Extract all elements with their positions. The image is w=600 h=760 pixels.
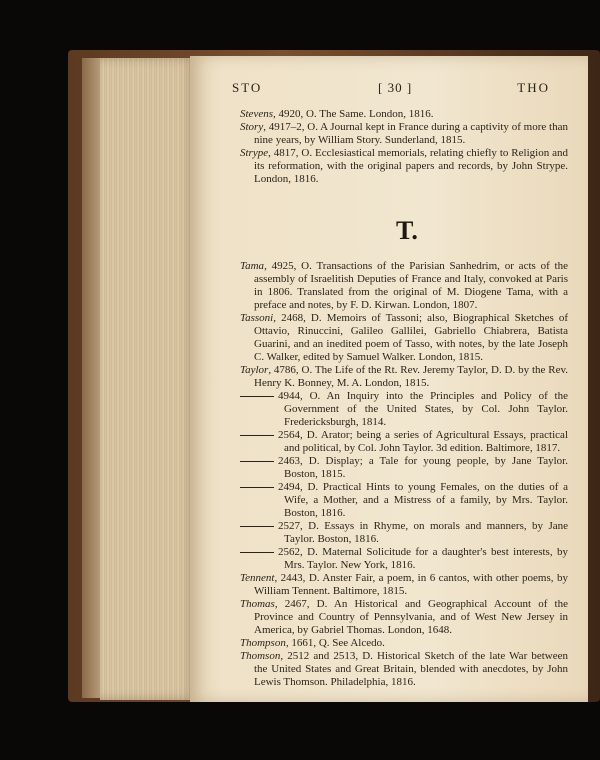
entry: Thomson, 2512 and 2513, D. Historical Sketch of the late War between the United States and Great Britain, blended with anecdotes, by John Lewis Thomson. Philadelphia, 1816. bbox=[240, 650, 568, 688]
section-letter: T. bbox=[396, 216, 418, 245]
entry: Tassoni, 2468, D. Memoirs of Tassoni; also, Biographical Sketches of Ottavio, Rinuccini, Galileo Gallilei, Gabriello Chiabrera, Batista Guarini, and an inedited poem of Tasso, with notes, by the late Joseph C. Walker, edited by Samuel Walker. London, 1815. bbox=[240, 312, 568, 363]
entry: 2527, D. Essays in Rhyme, on morals and manners, by Jane Taylor. Boston, 1816. bbox=[240, 520, 568, 546]
entry: 4944, O. An Inquiry into the Principles and Policy of the Government of the United States, by Col. John Taylor. Fredericksburgh, 1814. bbox=[240, 390, 568, 429]
entry: Thomas, 2467, D. An Historical and Geographical Account of the Province and Country of Pennsylvania, and of West New Jersey in America, by Gabriel Thomas. London, 1648. bbox=[240, 598, 568, 636]
page-stack bbox=[100, 58, 196, 700]
entry: Story, 4917–2, O. A Journal kept in France during a captivity of more than nine years, by William Story. Sunderland, 1815. bbox=[240, 121, 568, 146]
entry: 2494, D. Practical Hints to young Females, on the duties of a Wife, a Mother, and a Mistress of a family, by Mrs. Taylor. Boston, 1816. bbox=[240, 481, 568, 520]
page-number: [ 30 ] bbox=[378, 80, 413, 95]
entry: 2463, D. Display; a Tale for young people, by Jane Taylor. Boston, 1815. bbox=[240, 455, 568, 481]
entry: Tennent, 2443, D. Anster Fair, a poem, in 6 cantos, with other poems, by William Tennent. Baltimore, 1815. bbox=[240, 572, 568, 597]
entry: Tama, 4925, O. Transactions of the Parisian Sanhedrim, or acts of the assembly of Israelitish Deputies of France and Italy, convoked at Paris in 1806. Translated from the original of M. Diogene Tama, with a preface and notes, by F. D. Kirwan. London, 1807. bbox=[240, 260, 568, 311]
entry: 2564, D. Arator; being a series of Agricultural Essays, practical and political, by Col. John Taylor. 3d edition. Baltimore, 1817. bbox=[240, 429, 568, 455]
entry: 2562, D. Maternal Solicitude for a daughter's best interests, by Mrs. Taylor. New York, 1816. bbox=[240, 546, 568, 572]
entry: Taylor, 4786, O. The Life of the Rt. Rev. Jeremy Taylor, D. D. by the Rev. Henry K. Bonney, M. A. London, 1815. bbox=[240, 364, 568, 389]
ditto-dash bbox=[240, 435, 274, 436]
running-head-left: STO bbox=[232, 80, 263, 95]
ditto-dash bbox=[240, 526, 274, 527]
ditto-dash bbox=[240, 461, 274, 462]
entry: Thompson, 1661, Q. See Alcedo. bbox=[240, 637, 385, 649]
running-head-right: THO bbox=[517, 80, 550, 95]
entry: Stevens, 4920, O. The Same. London, 1816. bbox=[240, 108, 434, 120]
ditto-dash bbox=[240, 552, 274, 553]
ditto-dash bbox=[240, 487, 274, 488]
running-head bbox=[230, 80, 550, 102]
entry: Strype, 4817, O. Ecclesiastical memorials, relating chiefly to Religion and its reformation, with the original papers and records, by John Strype. London, 1816. bbox=[240, 147, 568, 185]
entries-top bbox=[240, 108, 568, 186]
entries-main bbox=[240, 260, 568, 689]
ditto-dash bbox=[240, 396, 274, 397]
